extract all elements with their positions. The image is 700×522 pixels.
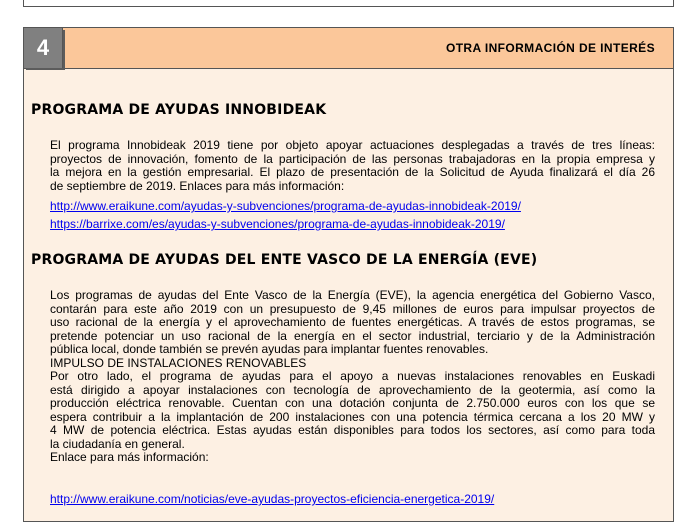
- paragraph-line: la mejora en la gestión empresarial. El plazo de presentación de la Solicitud de Ayuda finalizará el día 26: [50, 165, 655, 179]
- section-panel: [23, 27, 674, 522]
- section-header: [24, 28, 673, 69]
- paragraph-line: uso racional de la energía y el aprovechamiento de fuentes energéticas. A través de estos programas, se: [50, 315, 655, 329]
- paragraph-line: contarán para este año 2019 con un presupuesto de 9,45 millones de euros para impulsar proyectos de: [50, 301, 655, 316]
- section-number: 4: [24, 28, 63, 68]
- paragraph-line: 4 MW de potencia eléctrica. Estas ayudas están disponibles para todos los sectores, así como para toda: [50, 423, 655, 437]
- paragraph-line: de septiembre de 2019. Enlaces para más información:: [50, 178, 345, 193]
- paragraph-line: Enlace para más información:: [50, 450, 209, 464]
- innobideak-heading: PROGRAMA DE AYUDAS INNOBIDEAK: [31, 102, 327, 118]
- paragraph-line: Los programas de ayudas del Ente Vasco de la Energía (EVE), la agencia energética del Gobierno Vasco,: [50, 288, 655, 302]
- innobideak-link-barrixe[interactable]: https://barrixe.com/es/ayudas-y-subvenciones/programa-de-ayudas-innobideak-2019/: [50, 217, 505, 231]
- paragraph-line: producción eléctrica renovable. Cuentan con una dotación conjunta de 2.750.000 euros con los que se: [50, 396, 655, 410]
- paragraph-line: El programa Innobideak 2019 tiene por objeto apoyar actuaciones desplegadas a través de tres líneas:: [50, 138, 655, 152]
- previous-panel-bottom: [23, 0, 674, 7]
- paragraph-line: proyectos de innovación, fomento de la participación de las personas trabajadoras en la propia empresa y: [50, 151, 655, 166]
- paragraph-line: está dirigido a apoyar instalaciones con tecnología de aprovechamiento de la geotermia, así como la: [50, 382, 655, 397]
- paragraph-line: Por otro lado, el programa de ayudas para el apoyo a nuevas instalaciones renovables en Euskadi: [50, 369, 655, 383]
- eve-paragraph: [50, 289, 655, 465]
- eve-heading: PROGRAMA DE AYUDAS DEL ENTE VASCO DE LA ENERGÍA (EVE): [31, 252, 538, 268]
- paragraph-line: pretende potenciar un uso racional de la energía en el sector industrial, terciario y de la Administración: [50, 328, 655, 343]
- innobideak-link-eraikune[interactable]: http://www.eraikune.com/ayudas-y-subvenciones/programa-de-ayudas-innobideak-2019/: [50, 199, 521, 213]
- paragraph-line: pública local, donde también se prevén ayudas para implantar fuentes renovables.: [50, 342, 489, 356]
- paragraph-line: la ciudadanía en general.: [50, 436, 185, 451]
- eve-link-eraikune[interactable]: http://www.eraikune.com/noticias/eve-ayudas-proyectos-eficiencia-energetica-2019/: [50, 492, 495, 506]
- section-title: OTRA INFORMACIÓN DE INTERÉS: [445, 41, 655, 55]
- paragraph-line: espera contribuir a la implantación de 200 instalaciones con una potencia térmica cercana a los 20 MW y: [50, 409, 655, 424]
- innobideak-paragraph: [50, 139, 655, 193]
- subheading-renovables: IMPULSO DE INSTALACIONES RENOVABLES: [50, 355, 307, 370]
